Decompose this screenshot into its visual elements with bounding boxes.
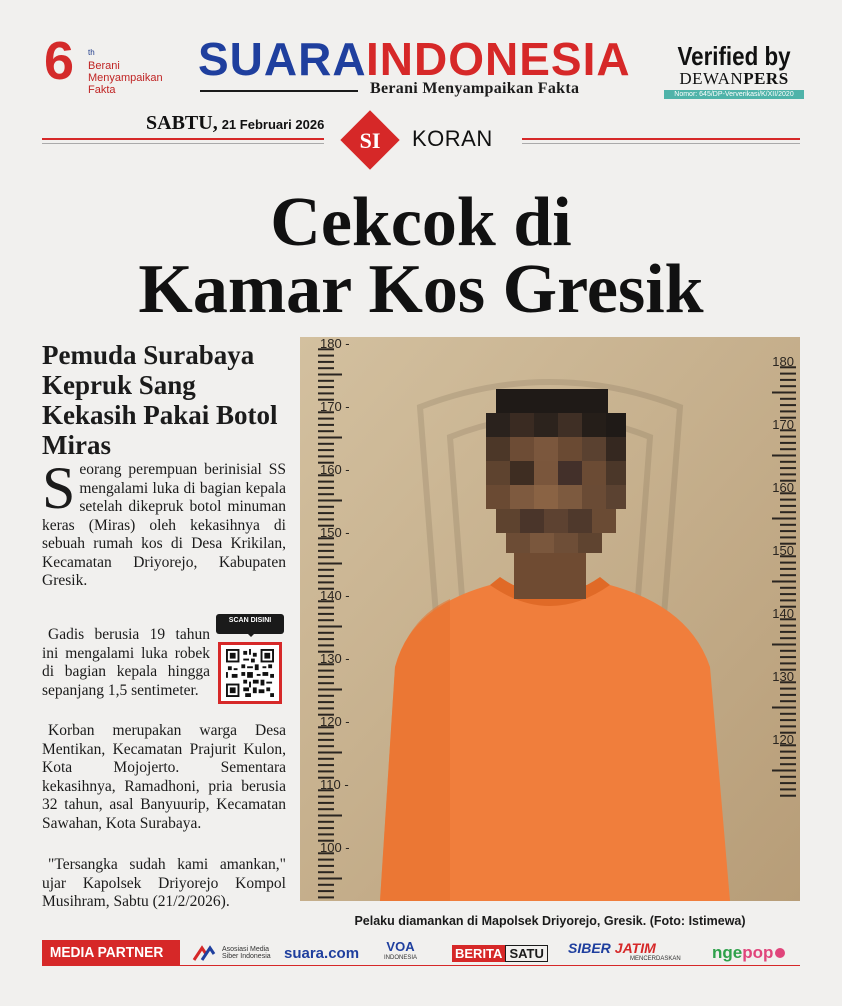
header-rule-right-thin <box>522 143 800 144</box>
partner-logo-amsi[interactable] <box>192 942 278 964</box>
scale-label: 130 <box>772 669 794 684</box>
headline-line-1: Cekcok di <box>270 184 572 261</box>
suspect-photo <box>300 337 800 901</box>
anniversary-tagline: Berani Menyampaikan Fakta <box>88 60 163 96</box>
qr-scan-label: SCAN DISINI <box>216 614 284 634</box>
scale-label: 120 - <box>320 714 350 729</box>
voa-logo-sub: INDONESIA <box>384 955 418 961</box>
paragraph-4: "Tersangka sudah kami amankan," ujar Kapolsek Driyorejo Kompol Musihram, Sabtu (21/2/2026). <box>42 856 286 910</box>
si-logo-icon <box>340 110 400 170</box>
beritasatu-logo-part1: BERITA <box>452 945 505 962</box>
paragraph-1 <box>42 455 286 591</box>
si-logo-text: SI <box>359 128 381 153</box>
scale-label: 140 <box>772 606 794 621</box>
beritasatu-logo-part2: SATU <box>505 945 547 962</box>
drop-cap: S <box>42 455 76 521</box>
scale-label: 130 - <box>320 651 350 666</box>
ngepop-dot-icon <box>775 948 785 958</box>
brand-part-indonesia: INDONESIA <box>366 33 631 85</box>
ngepop-logo-part1: nge <box>712 943 743 962</box>
scale-label: 170 - <box>320 399 350 414</box>
scale-label: 110 - <box>320 777 349 792</box>
qr-code-block[interactable] <box>216 614 284 706</box>
scale-label: 180 - <box>320 337 350 351</box>
scale-label: 100 - <box>320 840 350 855</box>
verified-number: Nomor: 645/DP-Ververikasi/K/XII/2020 <box>664 90 804 99</box>
amsi-logo-icon <box>192 944 222 962</box>
paragraph-1-text: eorang perempuan berinisial SS mengalami luka di bagian kepala setelah dikepruk botol minuman keras (Miras) oleh kekasihnya di sebuah rumah kos di Desa Krikilan, Kecamatan Driyorejo, Kabupaten Gresik. <box>42 461 286 589</box>
anniversary-badge <box>40 31 190 102</box>
masthead-tagline: Berani Menyampaikan Fakta <box>370 80 580 97</box>
paragraph-2: Gadis berusia 19 tahun ini mengalami luka robek di bagian kepala hingga sepanjang 1,5 sentimeter. <box>42 626 210 699</box>
masthead-logo <box>198 33 648 97</box>
footer-rule <box>180 965 800 966</box>
scale-label: 120 <box>772 732 794 747</box>
scale-label: 170 <box>772 417 794 432</box>
verified-org-pers: PERS <box>743 69 789 88</box>
ngepop-logo-part2: pop <box>742 943 774 962</box>
subheadline: Pemuda Surabaya Kepruk Sang Kekasih Pakai Botol Miras <box>42 340 278 460</box>
verified-org-dewan: DEWAN <box>679 69 744 88</box>
partner-logo-voa[interactable] <box>384 940 417 966</box>
voa-logo-text: VOA <box>386 939 415 954</box>
scale-label: 140 - <box>320 588 350 603</box>
partner-logo-suara[interactable] <box>284 942 359 964</box>
headline-line-2: Kamar Kos Gresik <box>138 251 704 328</box>
scale-label: 160 <box>772 480 794 495</box>
amsi-logo-text: Asosiasi Media Siber Indonesia <box>222 946 271 960</box>
verified-title: Verified by <box>677 41 791 71</box>
suara-logo-domain: .com <box>324 944 360 962</box>
paragraph-3: Korban merupakan warga Desa Mentikan, Kecamatan Prajurit Kulon, Kota Mojojerto. Sementara kekasihnya, Ramadhoni, pria berusia 32 tahun, asal Banyuurip, Kecamatan Sawahan, Kota Surabaya. <box>42 722 286 832</box>
siberjatim-logo <box>568 940 656 956</box>
section-name: KORAN <box>412 126 493 151</box>
brand-part-suara: SUARA <box>198 33 367 85</box>
issue-date <box>146 112 324 135</box>
photo-caption: Pelaku diamankan di Mapolsek Driyorejo, Gresik. (Foto: Istimewa) <box>354 914 746 928</box>
suara-logo-text: suara <box>284 944 325 962</box>
scale-label: 180 <box>772 354 794 369</box>
qr-code-icon <box>225 649 275 697</box>
qr-code[interactable] <box>218 642 282 704</box>
verified-badge <box>664 42 804 102</box>
header-rule-right <box>522 138 800 140</box>
partner-logo-beritasatu[interactable] <box>452 942 548 964</box>
scale-label: 150 - <box>320 525 350 540</box>
siberjatim-logo-sub: MENCERDASKAN <box>630 956 681 962</box>
anniversary-suffix: th <box>88 48 95 57</box>
scale-label: 160 - <box>320 462 350 477</box>
partner-logo-siberjatim[interactable] <box>568 940 681 966</box>
verified-org <box>664 70 804 88</box>
siberjatim-logo-part2: JATIM <box>614 940 656 956</box>
partner-logo-ngepop[interactable] <box>712 942 785 964</box>
suspect-photo-image <box>300 337 800 901</box>
siberjatim-logo-part1: SIBER <box>568 940 611 956</box>
header-rule-left-thin <box>42 143 324 144</box>
issue-date-text: 21 Februari 2026 <box>221 117 325 132</box>
scale-label: 150 <box>772 543 794 558</box>
media-partner-label: MEDIA PARTNER <box>49 944 164 961</box>
anniversary-number: 6 <box>44 31 75 91</box>
masthead-underline <box>200 90 358 92</box>
issue-day: SABTU, <box>146 112 218 134</box>
header-rule-left <box>42 138 324 140</box>
